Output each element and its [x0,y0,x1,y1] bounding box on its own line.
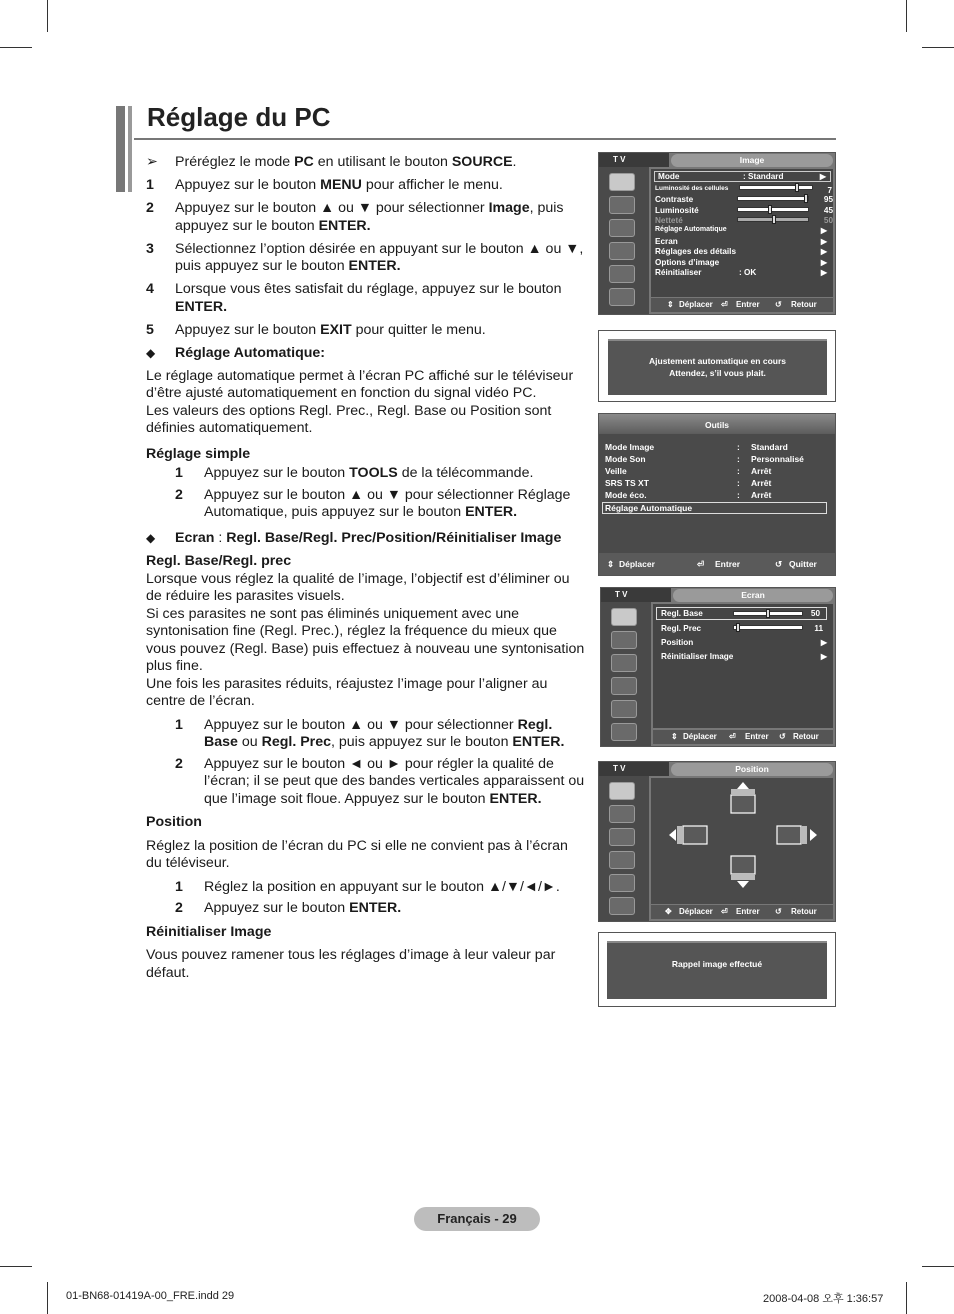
arrow-right-icon: ▶ [820,258,827,267]
row-label: Ecran [655,237,678,246]
arrow-right-icon: ▶ [820,268,827,277]
step-key: Regl. Prec [261,734,331,750]
footer-back: Retour [791,907,817,916]
footer-enter: Entrer [736,300,760,309]
intro-end: . [512,154,517,170]
arrow-right-icon: ▶ [820,237,827,246]
row-value: 45 [823,206,833,215]
step-key: ENTER. [489,790,542,807]
slider-knob[interactable] [804,194,808,203]
step-number: 1 [175,465,183,481]
title-divider [134,138,836,140]
menu-title: Image [671,154,833,167]
right-screen-bar [801,826,807,844]
row-value: Arrêt [751,466,772,476]
reset-paragraph: Vous pouvez ramener tous les réglages d’image à leur valeur par défaut. [146,947,556,981]
page-title: Réglage du PC [147,102,331,132]
row-value: Standard [751,442,788,452]
row-value: Personnalisé [751,454,804,464]
step-number: 1 [175,716,183,733]
base-step-1 [175,717,586,752]
step-key: ENTER. [465,504,518,520]
crop-mark [922,1266,954,1267]
picture-icon[interactable] [611,608,637,626]
menu-row-mode[interactable] [654,171,831,182]
step-number: 2 [175,755,183,772]
reset-message [598,932,836,1007]
row-label: Regl. Prec [661,624,702,633]
down-screen-icon [731,856,755,874]
step-key: TOOLS [349,465,398,481]
row-label: Veille [605,466,627,476]
row-label: Options d’image [655,258,720,267]
base-step-2 [175,756,586,809]
step-text: , puis appuyez sur le bouton [175,200,564,234]
slider[interactable] [737,196,809,201]
step-1 [146,177,586,195]
input-icon[interactable] [609,874,635,892]
step-number: 5 [146,321,154,338]
row-label: Réglage Automatique [605,503,693,513]
file-info: 01-BN68-01419A-00_FRE.indd 29 [66,1290,235,1302]
auto-heading: Réglage Automatique: [175,344,326,361]
slider-knob[interactable] [768,205,772,214]
footer-back: Retour [793,732,819,741]
title-accent-bar [116,106,125,192]
message-line: Ajustement automatique en cours [649,356,786,366]
footer-move: Déplacer [683,732,717,741]
simple-step-2 [175,487,586,522]
step-key: MENU [320,177,362,193]
row-value: 11 [814,624,823,633]
print-date: 2008-04-08 오후 1:36:57 [763,1293,884,1305]
move-4way-icon: ✥ [665,907,672,916]
auto-adjust-message [598,330,836,402]
diamond-bullet-icon: ◆ [146,345,156,360]
step-text: Lorsque vous êtes satisfait du réglage, appuyez sur le bouton [175,281,562,297]
up-arrow-icon [737,782,749,789]
step-5 [146,322,586,340]
slider[interactable] [737,217,809,222]
row-value: : Standard [743,172,784,181]
menu-icon-column [601,602,651,746]
simple-heading [146,446,586,464]
auto-section-heading [146,345,586,363]
left-screen-bar [677,826,683,844]
enter-icon: ⏎ [721,907,728,916]
row-colon: : [737,490,740,500]
base-heading [146,553,586,571]
application-icon[interactable] [609,288,635,306]
diamond-bullet-icon: ◆ [146,530,156,545]
ecran-colon: : [214,529,227,546]
reset-heading [146,924,586,942]
up-screen-icon [731,795,755,813]
enter-icon: ⏎ [721,300,728,309]
crop-mark [922,47,954,48]
simple-heading-text: Réglage simple [146,445,251,462]
arrow-icon: ➢ [146,154,158,170]
step-text: Appuyez sur le bouton [204,900,350,916]
menu-panel [653,604,833,728]
base-heading-text: Regl. Base/Regl. prec [146,553,292,569]
tv-tag: T V [601,588,671,602]
footer-quit: Quitter [789,559,817,569]
row-label: Mode Son [605,454,646,464]
slider[interactable] [739,185,813,190]
row-label: Réinitialiser Image [661,652,734,661]
row-value: 95 [823,195,833,204]
intro-pc: PC [294,154,314,170]
tools-rows [605,442,827,514]
tools-title: Outils [599,414,835,434]
row-value: Arrêt [751,490,772,500]
step-2 [146,200,586,235]
setup-icon[interactable] [611,677,637,695]
crop-mark [47,1282,48,1314]
updown-icon: ⇕ [607,559,615,569]
channel-icon[interactable] [611,654,637,672]
menu-row-contrast[interactable] [655,195,833,204]
row-label: Position [661,638,694,647]
row-value: 7 [827,186,832,195]
tv-tag: T V [599,153,669,167]
tv-tag: T V [599,762,669,776]
footer-enter: Entrer [715,559,741,569]
position-step-2 [175,900,586,918]
row-value: 50 [823,216,833,225]
row-label: Luminosité [655,206,699,215]
message-panel [608,339,827,395]
position-heading-text: Position [146,814,202,830]
reset-heading-text: Réinitialiser Image [146,923,272,940]
footer-move: Déplacer [619,559,655,569]
step-key: ENTER. [512,734,565,750]
row-colon: : [737,466,740,476]
menu-row-sharpness[interactable] [655,216,833,225]
arrow-right-icon: ▶ [819,172,826,181]
slider[interactable] [733,611,803,616]
row-label: Mode éco. [605,490,647,500]
menu-row-base[interactable] [656,607,827,620]
picture-icon[interactable] [609,782,635,800]
message-line: Attendez, s’il vous plait. [669,368,766,378]
step-key: ENTER. [348,258,401,274]
ecran-section-heading [146,530,586,548]
menu-row-prec[interactable] [661,624,827,633]
channel-icon[interactable] [609,828,635,846]
step-text: pour afficher le menu. [361,177,503,193]
input-icon[interactable] [611,700,637,718]
slider-knob[interactable] [795,183,799,192]
step-number: 2 [175,486,183,503]
down-arrow-icon [737,881,749,888]
return-icon: ↺ [775,559,783,569]
menu-footer [651,298,833,312]
return-icon: ↺ [775,907,782,916]
picture-icon[interactable] [609,173,635,191]
menu-row-position[interactable] [661,638,827,647]
row-label: Luminosité des cellules [655,185,729,192]
setup-icon[interactable] [609,242,635,260]
step-text: ou [237,734,262,750]
slider[interactable] [737,207,809,212]
step-text: Sélectionnez l’option désirée en appuyant sur le bouton ▲ ou ▼, puis appuyez sur le bouton [175,240,584,274]
row-label: Mode Image [605,442,655,452]
step-text: Appuyez sur le bouton ▲ ou ▼ pour sélectionner [204,716,518,733]
crop-mark [906,0,907,32]
step-key: ENTER. [349,900,402,916]
step-number: 1 [146,177,154,193]
enter-icon: ⏎ [729,732,736,741]
updown-icon: ⇕ [667,300,674,309]
osd-image-menu [598,152,836,315]
row-label: Regl. Base [661,609,703,618]
footer-move: Déplacer [679,907,713,916]
instructions [146,154,586,982]
step-key: ENTER. [175,298,228,315]
menu-title: Position [671,763,833,776]
left-screen-icon [683,826,707,844]
menu-panel [651,169,833,297]
slider[interactable] [733,625,803,630]
menu-row-cell-light[interactable] [655,185,832,195]
row-value: Arrêt [751,478,772,488]
input-icon[interactable] [609,265,635,283]
step-key: ENTER. [318,217,371,234]
position-heading [146,814,586,832]
step-text: Réglez la position en appuyant sur le bouton ▲/▼/◄/►. [204,878,560,895]
osd-tools-menu [598,413,836,576]
base-paragraph: Une fois les parasites réduits, réajustez l’image pour l’aligner au centre de l’écran. [146,675,548,709]
tools-row[interactable] [605,466,827,478]
base-paragraph: Si ces parasites ne sont pas éliminés uniquement avec une syntonisation fine (Regl. Prec.), réglez la fréquence du mieux que vous pouvez (Regl. Base) puis effectuez à nouveau une syntonisation plus fine. [146,605,585,674]
footer-move: Déplacer [679,300,713,309]
step-number: 3 [146,240,154,257]
menu-icon-column [599,167,649,314]
arrow-right-icon: ▶ [820,638,827,647]
tools-row[interactable] [605,490,827,502]
auto-paragraph: Les valeurs des options Regl. Prec., Regl. Base ou Position sont définies automatiquement. [146,402,552,436]
updown-icon: ⇕ [671,732,678,741]
step-text: Appuyez sur le bouton ◄ ou ► pour régler la qualité de l’écran; il se peut que des bandes verticales apparaissent ou que l’image soit floue. Appuyez sur le bouton [204,755,585,807]
intro-text-mid: en utilisant le bouton [313,154,452,170]
message-line: Rappel image effectué [671,959,763,969]
up-screen-bar [731,789,755,795]
return-icon: ↺ [779,732,786,741]
step-3 [146,241,586,276]
application-icon[interactable] [611,723,637,741]
footer-enter: Entrer [736,907,760,916]
position-panel [651,778,833,904]
crop-mark [906,1282,907,1314]
menu-row-reset[interactable] [655,268,827,277]
step-text: Appuyez sur le bouton ▲ ou ▼ pour sélectionner Réglage Automatique, puis appuyez sur le bouton [204,486,571,520]
step-number: 2 [175,900,183,916]
arrow-right-icon: ▶ [820,226,827,235]
step-number: 2 [146,200,154,216]
row-label: Réglage Automatique [655,226,727,233]
row-colon: : [737,442,740,452]
tools-row[interactable] [605,478,827,490]
arrow-right-icon: ▶ [820,247,827,256]
tools-footer [599,553,835,575]
menu-icon-column [599,776,649,921]
sound-icon[interactable] [609,196,635,214]
application-icon[interactable] [609,897,635,915]
right-arrow-icon [810,829,817,841]
menu-row-brightness[interactable] [655,206,833,215]
base-paragraph: Lorsque vous réglez la qualité de l’image, l’objectif est d’éliminer ou de réduire les parasites visuels. [146,570,570,604]
ecran-label: Ecran [175,529,215,546]
down-screen-bar [731,874,755,880]
row-label: Mode [658,172,680,181]
menu-row-ecran[interactable] [655,237,827,246]
slider-knob[interactable] [772,215,776,224]
row-label: Réinitialiser [655,268,702,277]
sound-icon[interactable] [611,631,637,649]
intro-text: Préréglez le mode [175,154,295,170]
menu-row-details[interactable] [655,247,827,256]
enter-icon: ⏎ [697,559,705,569]
crop-mark [0,47,32,48]
menu-footer [653,730,833,744]
row-colon: : [737,478,740,488]
simple-step-1 [175,465,586,483]
footer-enter: Entrer [745,732,769,741]
row-label: Réglages des détails [655,247,736,256]
intro-line [146,154,586,172]
return-icon: ↺ [775,300,782,309]
menu-row-auto[interactable] [655,226,827,233]
title-accent-bar-thin [128,106,132,192]
step-text: pour quitter le menu. [351,321,486,338]
row-label: Contraste [655,195,694,204]
step-text: Appuyez sur le bouton [175,321,321,338]
menu-row-options[interactable] [655,258,827,267]
step-text: Appuyez sur le bouton ▲ ou ▼ pour sélectionner [175,200,489,216]
row-label: SRS TS XT [605,478,649,488]
slider-knob[interactable] [736,623,740,632]
step-number: 1 [175,878,183,895]
auto-paragraph: Le réglage automatique permet à l’écran PC affiché sur le téléviseur d’être ajusté automatiquement en fonction du signal vidéo PC. [146,367,574,401]
step-4 [146,281,586,316]
message-panel [607,941,827,999]
step-text: Appuyez sur le bouton [204,465,350,481]
page-number-badge: Français - 29 [414,1207,540,1231]
position-step-1 [175,879,586,897]
menu-row-reset[interactable] [661,652,827,661]
tools-row[interactable] [605,454,827,466]
row-colon: : [737,454,740,464]
right-screen-icon [777,826,801,844]
step-key: EXIT [320,321,352,338]
menu-footer [651,905,833,919]
position-arrows-graphic [651,778,835,904]
step-number: 4 [146,281,154,297]
left-arrow-icon [669,829,676,841]
crop-mark [47,0,48,32]
step-key: Regl. Base [204,716,553,750]
step-text: Appuyez sur le bouton [175,177,321,193]
position-paragraph: Réglez la position de l’écran du PC si elle ne convient pas à l’écran du téléviseur. [146,837,568,871]
setup-icon[interactable] [609,851,635,869]
crop-mark [0,1266,32,1267]
step-text: , puis appuyez sur le bouton [331,734,513,750]
footer-back: Retour [791,300,817,309]
step-text: de la télécommande. [397,465,534,481]
osd-ecran-menu [600,587,836,747]
row-value: : OK [739,268,757,277]
step-key: Image [488,200,530,216]
ecran-items: Regl. Base/Regl. Prec/Position/Réinitialiser Image [226,529,562,546]
slider-knob[interactable] [766,609,770,618]
arrow-right-icon: ▶ [820,652,827,661]
row-value: 50 [810,609,820,618]
sound-icon[interactable] [609,805,635,823]
intro-source: SOURCE [451,154,513,170]
tools-row-selected[interactable] [602,502,827,514]
row-label: Netteté [655,216,683,225]
osd-position-menu [598,761,836,922]
menu-title: Ecran [673,589,833,602]
tools-row[interactable] [605,442,827,454]
channel-icon[interactable] [609,219,635,237]
